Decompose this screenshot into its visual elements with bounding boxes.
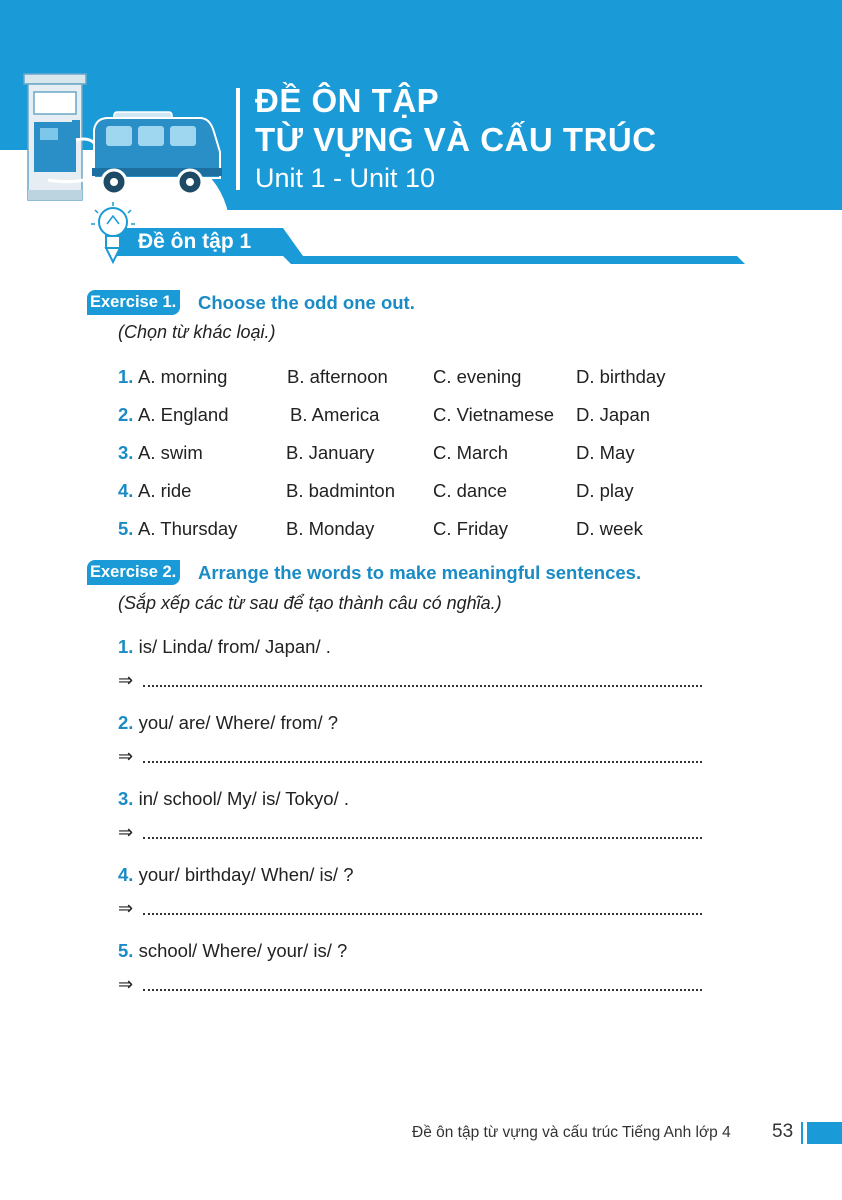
question-text: is/ Linda/ from/ Japan/ . bbox=[138, 636, 331, 657]
answer-dots bbox=[143, 989, 702, 991]
answer-line[interactable] bbox=[118, 974, 702, 1000]
exercise2-question bbox=[118, 788, 349, 810]
answer-dots bbox=[143, 837, 702, 839]
item-number: 1. bbox=[118, 636, 134, 657]
exercise2-question bbox=[118, 712, 338, 734]
exercise1-item bbox=[0, 480, 842, 506]
option-b: B. January bbox=[286, 442, 375, 463]
item-number: 5. bbox=[118, 940, 134, 961]
page-title-line2: TỪ VỰNG VÀ CẤU TRÚC bbox=[255, 121, 657, 158]
arrow-right-icon: ⇒ bbox=[118, 822, 134, 842]
option-c: C. Vietnamese bbox=[433, 404, 554, 425]
answer-line[interactable] bbox=[118, 822, 702, 848]
item-number: 1. bbox=[118, 366, 134, 387]
option-c: C. dance bbox=[433, 480, 508, 501]
answer-dots bbox=[143, 761, 702, 763]
option-b: B. badminton bbox=[286, 480, 396, 501]
arrow-right-icon: ⇒ bbox=[118, 746, 134, 766]
exercise1-subtitle: (Chọn từ khác loại.) bbox=[118, 322, 276, 342]
option-c: C. evening bbox=[433, 366, 522, 387]
arrow-right-icon: ⇒ bbox=[118, 898, 134, 918]
exercise1-item bbox=[0, 442, 842, 468]
option-b: B. America bbox=[290, 404, 380, 425]
item-number: 3. bbox=[118, 442, 134, 463]
exercise2-question bbox=[118, 940, 347, 962]
exercise1-title: Choose the odd one out. bbox=[198, 292, 415, 313]
footer-text: Đề ôn tập từ vựng và cấu trúc Tiếng Anh lớp 4 bbox=[412, 1124, 731, 1141]
answer-line[interactable] bbox=[118, 670, 702, 696]
car-icon bbox=[92, 112, 222, 194]
question-text: you/ are/ Where/ from/ ? bbox=[138, 712, 339, 733]
exercise1-item bbox=[0, 518, 842, 544]
question-text: in/ school/ My/ is/ Tokyo/ . bbox=[138, 788, 350, 809]
answer-line[interactable] bbox=[118, 746, 702, 772]
exercise2-question bbox=[118, 864, 353, 886]
page-tab bbox=[807, 1122, 842, 1144]
option-d: D. week bbox=[576, 518, 643, 539]
page-number: 53 bbox=[772, 1121, 794, 1142]
option-d: D. May bbox=[576, 442, 635, 463]
option-a: A. morning bbox=[138, 366, 228, 387]
option-c: C. March bbox=[433, 442, 509, 463]
option-a: A. England bbox=[138, 404, 229, 425]
exercise2-title: Arrange the words to make meaningful sentences. bbox=[198, 562, 642, 583]
gas-pump-icon bbox=[24, 74, 100, 200]
option-c: C. Friday bbox=[433, 518, 509, 539]
option-b: B. afternoon bbox=[287, 366, 388, 387]
option-d: D. Japan bbox=[576, 404, 651, 425]
option-a: A. swim bbox=[138, 442, 203, 463]
exercise1-badge: Exercise 1. bbox=[87, 290, 180, 315]
item-number: 2. bbox=[118, 404, 134, 425]
exercise2-subtitle: (Sắp xếp các từ sau để tạo thành câu có nghĩa.) bbox=[118, 593, 502, 613]
answer-dots bbox=[143, 685, 702, 687]
exercise2-question bbox=[118, 636, 331, 658]
question-text: your/ birthday/ When/ is/ ? bbox=[138, 864, 354, 885]
option-d: D. play bbox=[576, 480, 634, 501]
item-number: 3. bbox=[118, 788, 134, 809]
option-a: A. ride bbox=[138, 480, 192, 501]
answer-dots bbox=[143, 913, 702, 915]
arrow-right-icon: ⇒ bbox=[118, 974, 134, 994]
item-number: 5. bbox=[118, 518, 134, 539]
section-title: Đề ôn tập 1 bbox=[138, 230, 252, 253]
page-separator bbox=[801, 1122, 803, 1144]
exercise2-badge: Exercise 2. bbox=[87, 560, 180, 585]
item-number: 4. bbox=[118, 864, 134, 885]
page-title-units: Unit 1 - Unit 10 bbox=[255, 163, 436, 193]
item-number: 4. bbox=[118, 480, 134, 501]
exercise1-item bbox=[0, 366, 842, 392]
exercise1-item bbox=[0, 404, 842, 430]
question-text: school/ Where/ your/ is/ ? bbox=[138, 940, 348, 961]
option-a: A. Thursday bbox=[138, 518, 238, 539]
title-divider bbox=[236, 88, 240, 190]
gas-station-car-illustration bbox=[18, 70, 228, 210]
option-d: D. birthday bbox=[576, 366, 666, 387]
page-title-line1: ĐỀ ÔN TẬP bbox=[255, 82, 440, 119]
option-b: B. Monday bbox=[286, 518, 375, 539]
item-number: 2. bbox=[118, 712, 134, 733]
answer-line[interactable] bbox=[118, 898, 702, 924]
arrow-right-icon: ⇒ bbox=[118, 670, 134, 690]
